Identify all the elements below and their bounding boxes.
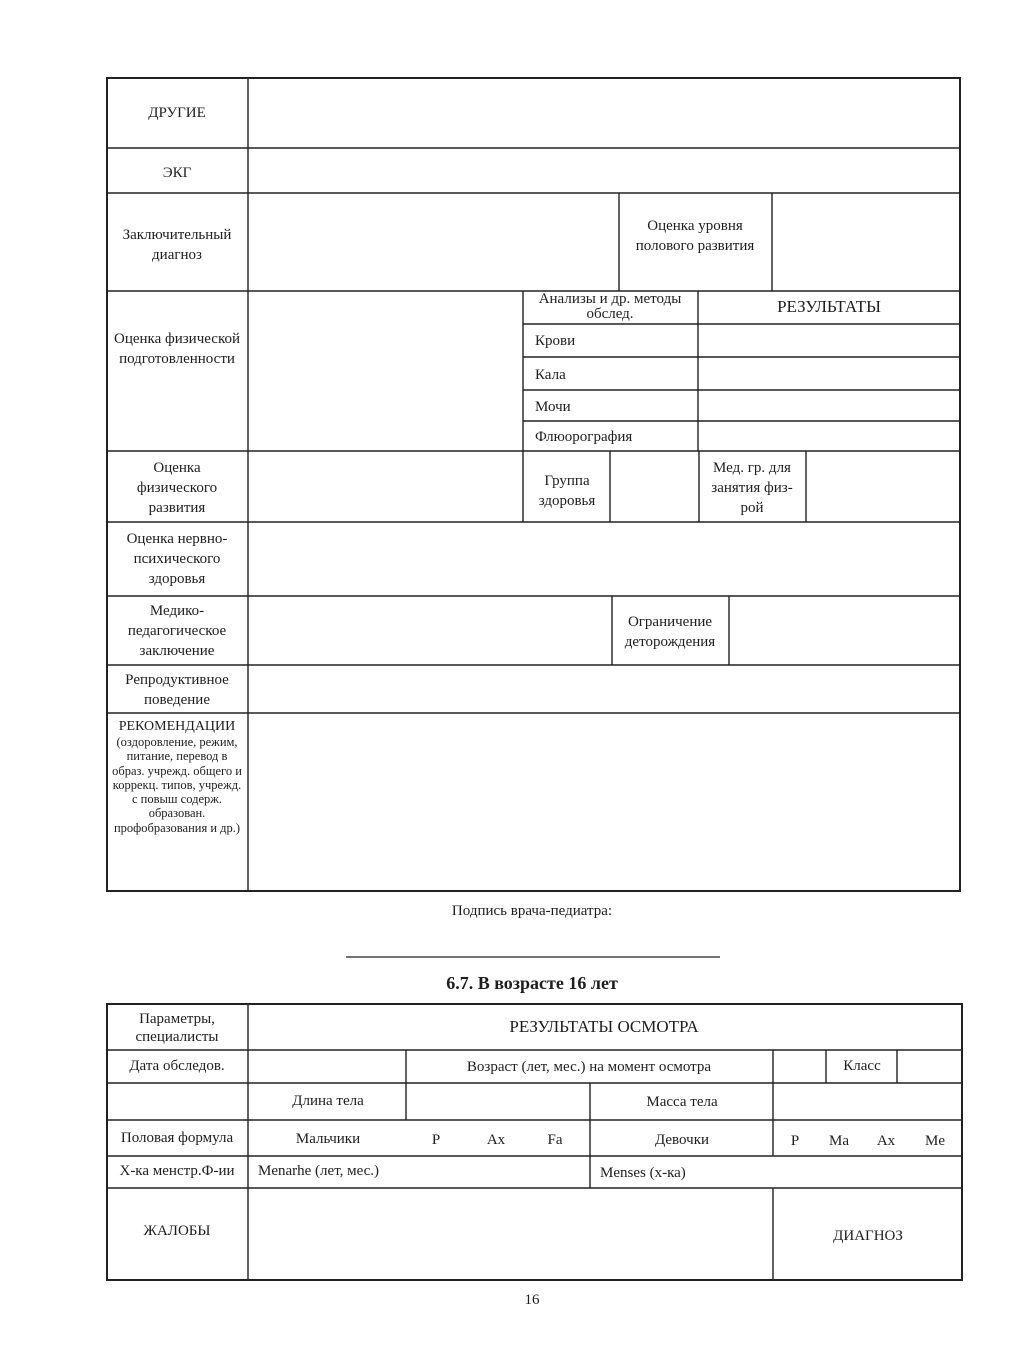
- complaints-label: ЖАЛОБЫ: [143, 1223, 211, 1239]
- neuro-health-label: Оценка нервно-психического здоровья: [126, 531, 228, 587]
- test-stool-label: Кала: [535, 367, 566, 383]
- girls-marker-p: P: [790, 1133, 800, 1149]
- signature-label: Подпись врача-педиатра:: [451, 903, 613, 919]
- body-mass-label: Масса тела: [646, 1094, 718, 1110]
- exam-date-label: Дата обследов.: [129, 1058, 225, 1074]
- boys-marker-ax: Ax: [486, 1132, 506, 1148]
- menstrual-label: Х-ка менстр.Ф-ии: [119, 1163, 235, 1179]
- section-title: 6.7. В возрасте 16 лет: [446, 973, 618, 993]
- physical-fitness-label: Оценка физической подготовленности: [114, 331, 240, 367]
- recommendations-title: РЕКОМЕНДАЦИИ: [118, 719, 236, 734]
- girls-label: Девочки: [654, 1132, 710, 1148]
- age-label: Возраст (лет, мес.) на момент осмотра: [466, 1059, 712, 1075]
- ecg-label: ЭКГ: [162, 165, 192, 181]
- boys-marker-p: P: [431, 1132, 441, 1148]
- body-length-label: Длина тела: [292, 1093, 364, 1109]
- menarhe-label: Menarhe (лет, мес.): [258, 1163, 380, 1179]
- exam-results-header: РЕЗУЛЬТАТЫ ОСМОТРА: [509, 1017, 699, 1036]
- final-diagnosis-label: Заключительный диагноз: [122, 227, 232, 263]
- med-group-label: Мед. гр. для занятия физ-рой: [711, 460, 793, 516]
- diagnosis-label: ДИАГНОЗ: [833, 1228, 903, 1244]
- tests-header: Анализы и др. методы обслед.: [538, 291, 682, 322]
- sex-formula-label: Половая формула: [120, 1130, 234, 1146]
- girls-marker-ma: Ma: [829, 1133, 849, 1149]
- test-urine-label: Мочи: [535, 399, 571, 415]
- others-label: ДРУГИЕ: [148, 105, 206, 121]
- health-group-label: Группа здоровья: [538, 473, 596, 509]
- girls-marker-me: Me: [925, 1133, 945, 1149]
- test-fluorography-label: Флюорография: [535, 429, 633, 445]
- childbearing-restriction-label: Ограничение деторождения: [624, 614, 716, 650]
- girls-marker-ax: Ax: [876, 1133, 896, 1149]
- menses-label: Menses (х-ка): [600, 1165, 686, 1181]
- reproductive-behavior-label: Репродуктивное поведение: [125, 672, 229, 708]
- sexual-development-label: Оценка уровня полового развития: [635, 218, 755, 254]
- boys-label: Мальчики: [295, 1131, 361, 1147]
- medped-conclusion-label: Медико-педагогическое заключение: [127, 603, 227, 659]
- recommendations-text: (оздоровление, режим, питание, перевод в образ. учрежд. общего и коррекц. типов, учрежд. с повыш содерж. образован. профобразования и др.): [112, 735, 242, 835]
- physical-development-label: Оценка физического развития: [136, 460, 218, 516]
- test-blood-label: Крови: [535, 333, 576, 349]
- page-number: 16: [524, 1292, 540, 1308]
- class-label: Класс: [843, 1058, 881, 1074]
- boys-marker-fa: Fa: [547, 1132, 563, 1148]
- params-label: Параметры, специалисты: [135, 1011, 219, 1045]
- results-header: РЕЗУЛЬТАТЫ: [777, 297, 881, 316]
